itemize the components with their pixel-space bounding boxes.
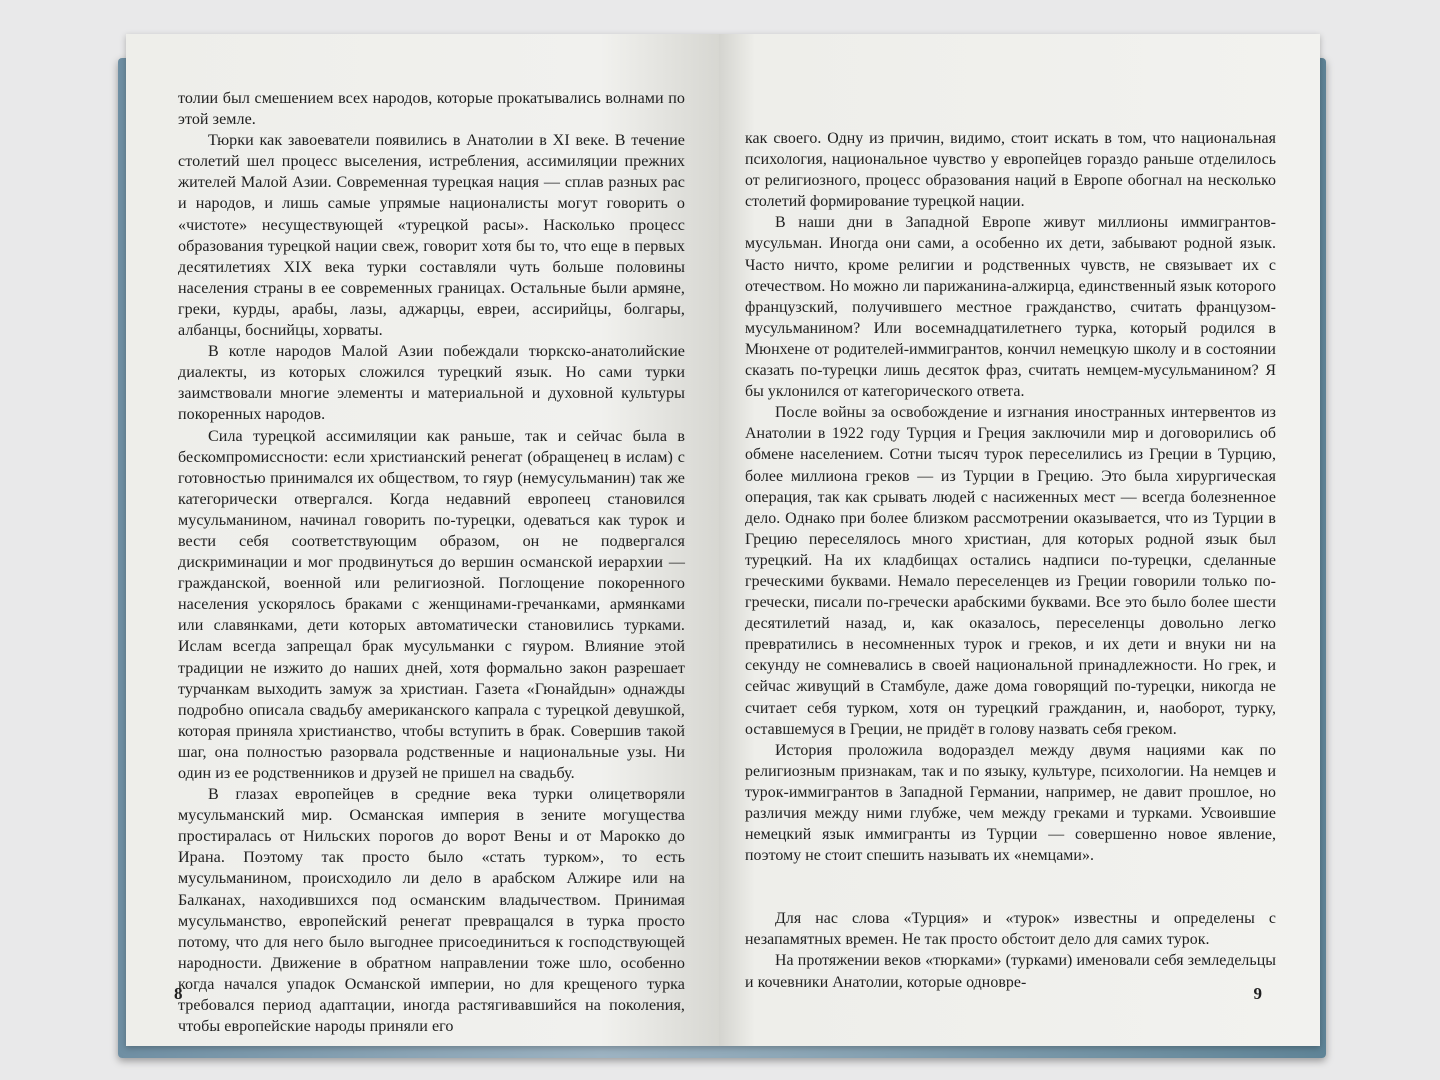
left-page xyxy=(126,34,719,1046)
paragraph: В глазах европейцев в средние века турки олицетворяли мусульманский мир. Османская империя в зените могущества простиралась от Нильских порогов до ворот Вены и от Марокко до Ирана. Поэтому так просто было «стать турком», то есть мусульманином, происходило ли дело в арабском Алжире или на Балканах, находившихся под османским владычеством. Принимая мусульманство, европейский ренегат превращался в турка просто потому, что для него было выгоднее присоединиться к господствующей народности. Движение в обратном направлении тоже шло, особенно когда начался упадок Османской империи, но для крещеного турка требовался период адаптации, иногда растягивавшийся на поколения, чтобы европейские народы приняли его xyxy=(178,786,685,1036)
section-break xyxy=(745,866,1276,908)
paragraph: После войны за освобождение и изгнания иностранных интервентов из Анатолии в 1922 году Турция и Греция заключили мир и договорились об обмене населением. Сотни тысяч турок переселились из Греции в Турцию, более миллиона греков — из Турции в Грецию. Это была хирургическая операция, так как срывать людей с насиженных мест — всегда болезненное дело. Однако при более близком рассмотрении оказывается, что из Турции в Грецию переселялось много христиан, для которых родной язык был турецкий. На их кладбищах остались надписи по-турецки, сделанные греческими буквами. Немало переселенцев из Греции говорили только по-гречески, писали по-гречески арабскими буквами. Все это было более шести десятилетий назад, и, как оказалось, переселенцы довольно легко превратились в несомненных турок и греков, и их дети и внуки ни на секунду не сомневались в своей национальной принадлежности. Но грек, и сейчас живущий в Стамбуле, даже дома говорящий по-турецки, никогда не считает себя турком, хотя он турецкий гражданин, и, наоборот, турку, оставшемуся в Греции, не придёт в голову назвать себя греком. xyxy=(745,404,1276,738)
paragraph: толии был смешением всех народов, которые прокатывались волнами по этой земле. xyxy=(178,90,685,129)
page-number: 9 xyxy=(1253,984,1262,1003)
paragraph: В наши дни в Западной Европе живут миллионы иммигрантов-мусульман. Иногда они сами, а особенно их дети, забывают родной язык. Часто ничто, кроме религии и родственных чувств, не связывает их с отечеством. Но можно ли парижанина-алжирца, единственный язык которого французский, получившего местное гражданство, считать французом-мусульманином? Или восемнадцатилетнего турка, который родился в Мюнхене от родителей-иммигрантов, кончил немецкую школу и в состоянии сказать по-турецки лишь десяток фраз, считать немцем-мусульманином? Я бы уклонился от категорического ответа. xyxy=(745,214,1276,401)
page-number: 8 xyxy=(174,984,183,1003)
paragraph: В котле народов Малой Азии побеждали тюркско-анатолийские диалекты, из которых сложился турецкий язык. Но сами турки заимствовали многие элементы и материальной и духовной культуры покоренных народов. xyxy=(178,343,685,424)
paragraph: Тюрки как завоеватели появились в Анатолии в XI веке. В течение столетий шел процесс выселения, истребления, ассимиляции прежних жителей Малой Азии. Современная турецкая нация — сплав разных рас и народов, и лишь самые упрямые националисты могут говорить о «чистоте» несуществующей «турецкой расы». Насколько процесс образования турецкой нации свеж, говорит хотя бы то, что еще в первых десятилетиях XIX века турки составляли чуть больше половины населения страны в ее современных границах. Остальные были армяне, греки, курды, арабы, лазы, аджарцы, евреи, ассирийцы, болгары, албанцы, боснийцы, хорваты. xyxy=(178,132,685,340)
paragraph: Сила турецкой ассимиляции как раньше, так и сейчас была в бескомпромиссности: если христианский ренегат (обращенец в ислам) с готовностью принимался их обществом, то гяур (немусульманин) так же категорически отвергался. Когда недавний европеец становился мусульманином, начинал говорить по-турецки, одеваться как турок и вести себя соответствующим образом, он не подвергался дискриминации и мог продвинуться до вершин османской иерархии — гражданской, военной или религиозной. Поглощение покоренного населения ускорялось браками с женщинами-гречанками, армянками или славянками, дети которых автоматически становились турками. Ислам всегда запрещал брак мусульманки с гяуром. Влияние этой традиции не изжито до наших дней, хотя формально закон разрешает турчанкам выходить замуж за христиан. Газета «Гюнайдын» однажды подробно описала свадьбу американского капрала с турецкой девушкой, которая приняла христианство, чтобы вступить в брак. Совершив такой шаг, она полностью разорвала родственные и национальные узы. Ни один из ее родственников и друзей не пришел на свадьбу. xyxy=(178,427,685,782)
paragraph: История проложила водораздел между двумя нациями как по религиозным признакам, так и по языку, культуре, психологии. На немцев и турок-иммигрантов в Западной Германии, например, не давит прошлое, но различия между ними глубже, чем между греками и турками. Усвоившие немецкий язык иммигранты из Турции — совершенно новое явление, поэтому не стоит спешить называть их «немцами». xyxy=(745,741,1276,865)
paragraph: как своего. Одну из причин, видимо, стоит искать в том, что национальная психология, национальное чувство у европейцев гораздо раньше отделилось от религиозного, процесс образования наций в Европе обогнал на несколько столетий формирование турецкой нации. xyxy=(745,130,1276,211)
paragraph: На протяжении веков «тюрками» (турками) именовали себя земледельцы и кочевники Анатолии, которые одновре- xyxy=(745,952,1276,991)
paragraph: Для нас слова «Турция» и «турок» известны и определены с незапамятных времен. Не так просто обстоит дело для самих турок. xyxy=(745,910,1276,949)
book-spread xyxy=(126,34,1320,1046)
right-page xyxy=(719,34,1320,1046)
